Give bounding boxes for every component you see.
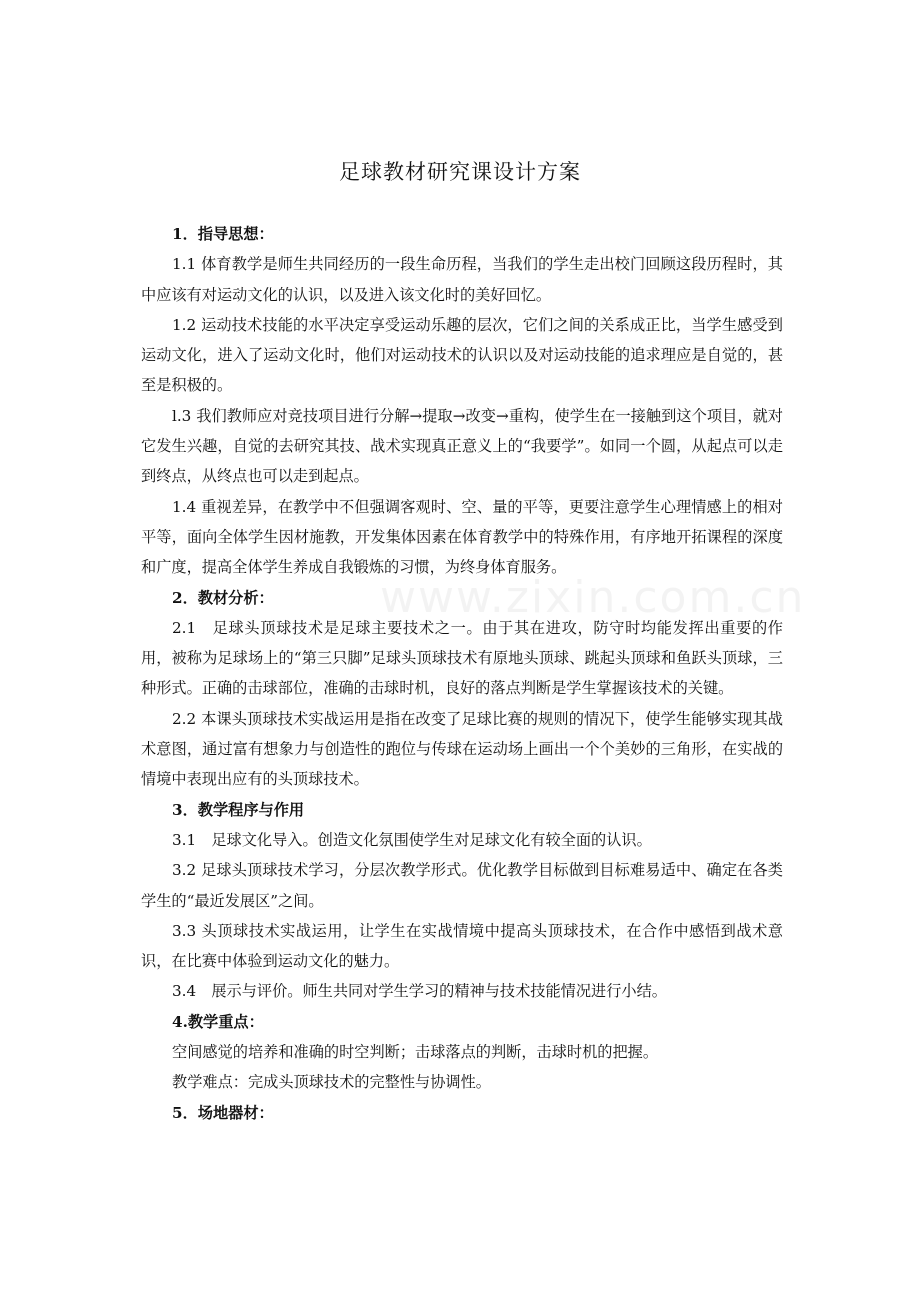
section-heading-4: 4.教学重点： (172, 1012, 264, 1031)
section-heading-5: 5．场地器材： (172, 1103, 274, 1122)
section-heading-2: 2．教材分析： (172, 588, 274, 607)
paragraph-3-1: 3.1 足球文化导入。创造文化氛围使学生对足球文化有较全面的认识。 (172, 830, 652, 849)
document-body (141, 219, 783, 1128)
paragraph-1-4: 1.4 重视差异，在教学中不但强调客观时、空、量的平等，更要注意学生心理情感上的相对平等，面向全体学生因材施教，开发集体因素在体育教学中的特殊作用，有序地开拓课程的深度和广度，提高全体学生养成自我锻炼的习惯，为终身体育服务。 (141, 497, 783, 577)
paragraph-1-1: 1.1 体育教学是师生共同经历的一段生命历程，当我们的学生走出校门回顾这段历程时，其中应该有对运动文化的认识，以及进入该文化时的美好回忆。 (141, 255, 783, 304)
paragraph-1-3: l.3 我们教师应对竞技项目进行分解→提取→改变→重构，使学生在一接触到这个项目，就对它发生兴趣，自觉的去研究其技、战术实现真正意义上的“我要学”。如同一个圆，从起点可以走到终点，从终点也可以走到起点。 (141, 406, 783, 486)
page-title: 足球教材研究课设计方案 (339, 160, 581, 184)
watermark: www.zixin.com.cn (380, 572, 806, 623)
paragraph-4-1: 空间感觉的培养和准确的时空判断；击球落点的判断，击球时机的把握。 (172, 1043, 658, 1062)
paragraph-4-2: 教学难点：完成头顶球技术的完整性与协调性。 (172, 1073, 491, 1092)
paragraph-2-2: 2.2 本课头顶球技术实战运用是指在改变了足球比赛的规则的情况下，使学生能够实现其战术意图，通过富有想象力与创造性的跑位与传球在运动场上画出一个个美妙的三角形，在实战的情境中表现出应有的头顶球技术。 (141, 709, 783, 789)
paragraph-2-1: 2.1 足球头顶球技术是足球主要技术之一。由于其在进攻，防守时均能发挥出重要的作用，被称为足球场上的“第三只脚”足球头顶球技术有原地头顶球、跳起头顶球和鱼跃头顶球，三种形式。正确的击球部位，准确的击球时机，良好的落点判断是学生掌握该技术的关键。 (141, 618, 783, 698)
paragraph-3-3: 3.3 头顶球技术实战运用，让学生在实战情境中提高头顶球技术，在合作中感悟到战术意识，在比赛中体验到运动文化的魅力。 (141, 921, 783, 971)
section-heading-3: 3．教学程序与作用 (172, 800, 305, 819)
paragraph-3-2: 3.2 足球头顶球技术学习，分层次教学形式。优化教学目标做到目标难易适中、确定在各类学生的“最近发展区”之间。 (141, 861, 783, 910)
section-heading-1: 1．指导思想： (172, 225, 274, 243)
paragraph-1-2: 1.2 运动技术技能的水平决定享受运动乐趣的层次，它们之间的关系成正比，当学生感受到运动文化，进入了运动文化时，他们对运动技术的认识以及对运动技能的追求理应是自觉的，甚至是积极的。 (141, 315, 783, 395)
paragraph-3-4: 3.4 展示与评价。师生共同对学生学习的精神与技术技能情况进行小结。 (172, 982, 667, 1001)
